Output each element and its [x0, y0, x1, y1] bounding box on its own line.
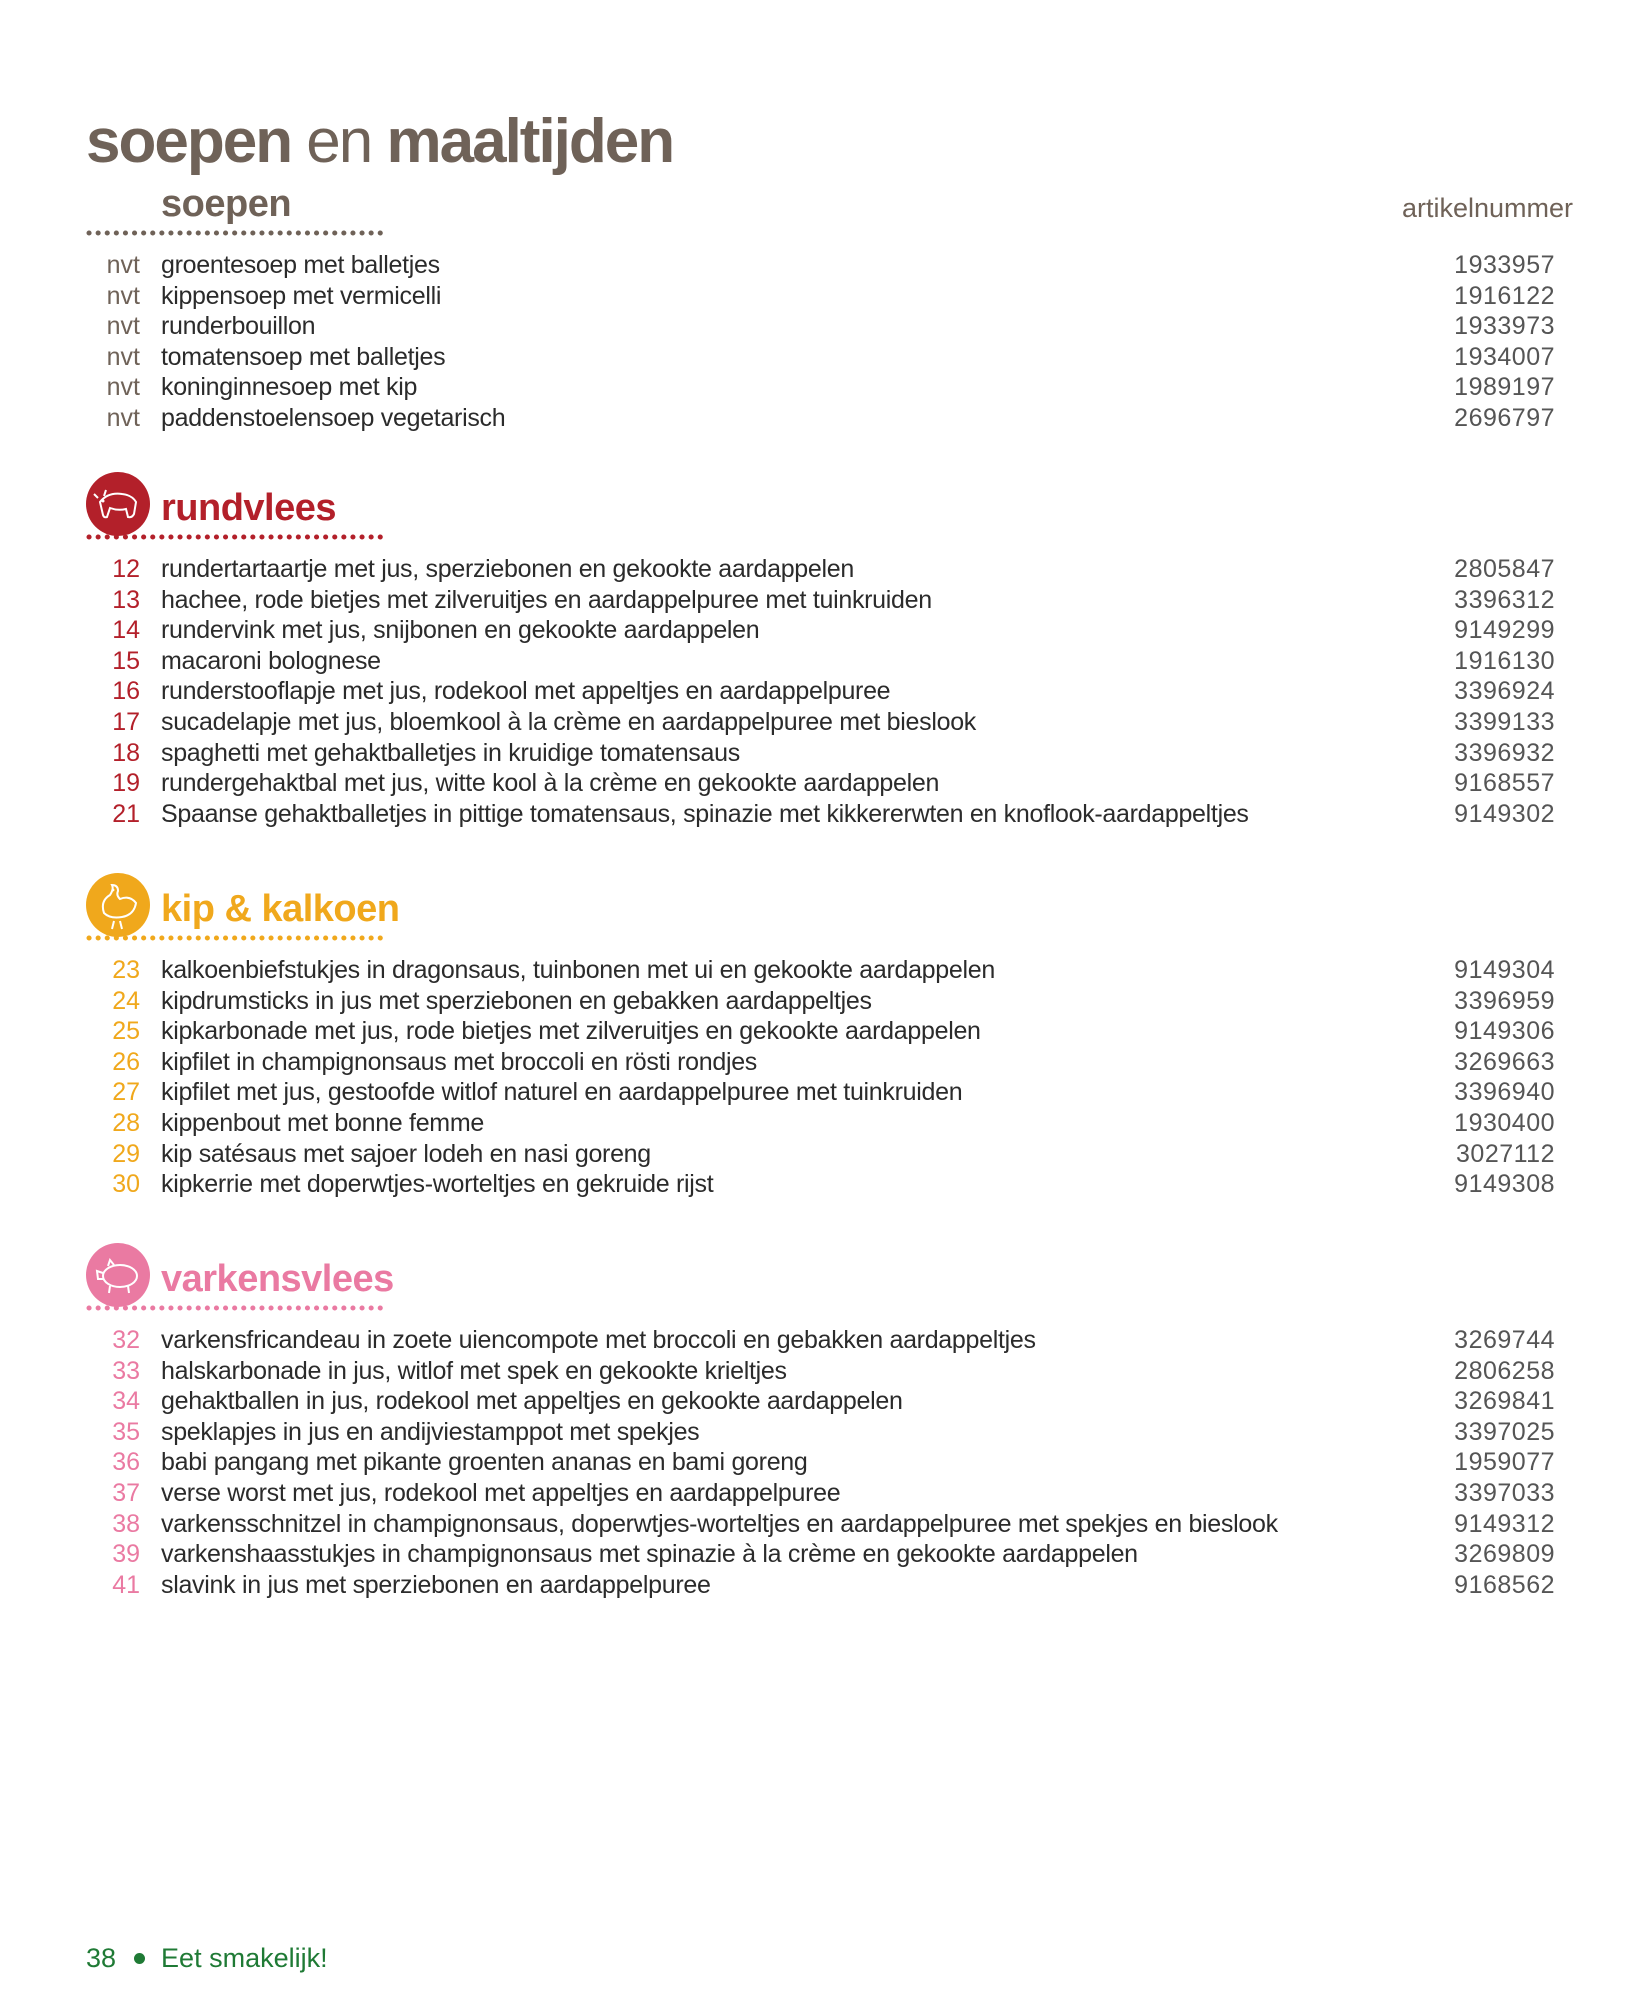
item-article-number: 9149299 — [1454, 616, 1555, 645]
item-name: rundertartaartje met jus, sperziebonen en gekookte aardappelen — [161, 555, 854, 583]
section-kip-kalkoen — [0, 875, 1641, 1199]
item-name: rundergehaktbal met jus, witte kool à la crème en gekookte aardappelen — [161, 769, 940, 798]
list-item — [0, 768, 1641, 799]
item-article-number: 3269744 — [1454, 1326, 1555, 1354]
page-title-part-1: soepen — [86, 107, 292, 176]
item-number: 18 — [112, 738, 140, 767]
item-number: 25 — [112, 1017, 140, 1046]
item-name: halskarbonade in jus, witlof met spek en gekookte krieltjes — [161, 1356, 787, 1385]
item-name: tomatensoep met balletjes — [161, 342, 446, 371]
item-number: 30 — [112, 1170, 140, 1199]
item-article-number: 1916130 — [1454, 646, 1555, 675]
item-number: 39 — [112, 1540, 140, 1569]
item-article-number: 2696797 — [1454, 403, 1555, 432]
list-item — [0, 1047, 1641, 1078]
item-name: koninginnesoep met kip — [161, 373, 418, 402]
item-number: 12 — [112, 555, 140, 583]
item-name: runderbouillon — [161, 312, 316, 341]
item-name: macaroni bolognese — [161, 646, 381, 675]
item-name: paddenstoelensoep vegetarisch — [161, 403, 506, 432]
item-number: 17 — [112, 707, 140, 736]
item-article-number: 3396932 — [1454, 738, 1555, 767]
item-number: 29 — [112, 1139, 140, 1168]
item-name: kalkoenbiefstukjes in dragonsaus, tuinbonen met ui en gekookte aardappelen — [161, 956, 995, 984]
item-article-number: 3396312 — [1454, 585, 1555, 614]
item-number: 16 — [112, 677, 140, 706]
item-number: 41 — [112, 1570, 140, 1599]
item-name: verse worst met jus, rodekool met appeltjes en aardappelpuree — [161, 1478, 841, 1507]
item-list — [0, 250, 1641, 434]
item-number: 35 — [112, 1417, 140, 1446]
item-number: 26 — [112, 1047, 140, 1076]
item-article-number: 1930400 — [1454, 1108, 1555, 1137]
page-title — [86, 106, 673, 178]
item-number: 19 — [112, 769, 140, 798]
page-title-part-3: maaltijden — [386, 107, 674, 176]
item-article-number: 3397025 — [1454, 1417, 1555, 1446]
list-item — [0, 707, 1641, 738]
item-name: kippenbout met bonne femme — [161, 1108, 484, 1137]
list-item — [0, 281, 1641, 312]
list-item — [0, 554, 1641, 585]
item-number: 23 — [112, 956, 140, 984]
section-soepen — [0, 170, 1641, 432]
item-name: varkenshaasstukjes in champignonsaus met spinazie à la crème en gekookte aardappelen — [161, 1540, 1138, 1569]
item-name: spaghetti met gehaktballetjes in kruidige tomatensaus — [161, 738, 740, 767]
list-item — [0, 1447, 1641, 1478]
section-header — [0, 1245, 1641, 1307]
list-item — [0, 1169, 1641, 1200]
item-article-number: 9149308 — [1454, 1170, 1555, 1199]
item-article-number: 3396924 — [1454, 677, 1555, 706]
item-number: nvt — [106, 251, 140, 279]
list-item — [0, 372, 1641, 403]
item-name: runderstooflapje met jus, rodekool met appeltjes en aardappelpuree — [161, 677, 891, 706]
footer-text: Eet smakelijk! — [161, 1943, 328, 1973]
dotted-divider — [86, 534, 386, 540]
item-article-number: 9149304 — [1454, 956, 1555, 984]
item-article-number: 3397033 — [1454, 1478, 1555, 1507]
item-article-number: 1916122 — [1454, 281, 1555, 310]
item-name: kipkarbonade met jus, rode bietjes met zilveruitjes en gekookte aardappelen — [161, 1017, 981, 1046]
item-name: kippensoep met vermicelli — [161, 281, 442, 310]
item-name: hachee, rode bietjes met zilveruitjes en aardappelpuree met tuinkruiden — [161, 585, 932, 614]
dotted-divider — [86, 1305, 386, 1311]
item-name: kipdrumsticks in jus met sperziebonen en gebakken aardappeltjes — [161, 986, 872, 1015]
section-title: soepen — [161, 183, 292, 225]
item-number: nvt — [106, 403, 140, 432]
list-item — [0, 799, 1641, 830]
section-title: kip & kalkoen — [161, 888, 400, 930]
item-name: varkensfricandeau in zoete uiencompote met broccoli en gebakken aardappeltjes — [161, 1326, 1036, 1354]
item-number: 13 — [112, 585, 140, 614]
list-item — [0, 342, 1641, 373]
list-item — [0, 1570, 1641, 1601]
list-item — [0, 1016, 1641, 1047]
item-number: 32 — [112, 1326, 140, 1354]
item-name: babi pangang met pikante groenten ananas en bami goreng — [161, 1448, 808, 1477]
item-article-number: 3027112 — [1456, 1139, 1555, 1168]
item-name: kip satésaus met sajoer lodeh en nasi goreng — [161, 1139, 651, 1168]
item-number: 36 — [112, 1448, 140, 1477]
section-varkensvlees — [0, 1245, 1641, 1599]
item-name: sucadelapje met jus, bloemkool à la crème en aardappelpuree met bieslook — [161, 707, 976, 736]
list-item — [0, 311, 1641, 342]
item-article-number: 3269809 — [1454, 1540, 1555, 1569]
list-item — [0, 738, 1641, 769]
list-item — [0, 1356, 1641, 1387]
item-name: varkensschnitzel in champignonsaus, doperwtjes-worteltjes en aardappelpuree met spekjes en bieslook — [161, 1509, 1278, 1538]
list-item — [0, 1478, 1641, 1509]
item-number: 28 — [112, 1108, 140, 1137]
list-item — [0, 250, 1641, 281]
item-number: 24 — [112, 986, 140, 1015]
item-name: gehaktballen in jus, rodekool met appeltjes en gekookte aardappelen — [161, 1387, 903, 1416]
list-item — [0, 1386, 1641, 1417]
item-number: 21 — [112, 799, 140, 828]
dotted-divider — [86, 935, 386, 941]
item-number: 33 — [112, 1356, 140, 1385]
list-item — [0, 1077, 1641, 1108]
section-title: rundvlees — [161, 487, 337, 529]
item-name: kipfilet in champignonsaus met broccoli en rösti rondjes — [161, 1047, 758, 1076]
item-article-number: 2806258 — [1454, 1356, 1555, 1385]
item-article-number: 3399133 — [1454, 707, 1555, 736]
pig-icon — [86, 1243, 150, 1307]
item-article-number: 9168557 — [1454, 769, 1555, 798]
item-list — [0, 554, 1641, 829]
item-name: groentesoep met balletjes — [161, 251, 440, 279]
section-rundvlees — [0, 474, 1641, 828]
section-header — [0, 474, 1641, 536]
item-article-number: 1933957 — [1454, 251, 1555, 279]
section-title: varkensvlees — [161, 1258, 394, 1300]
item-article-number: 1933973 — [1454, 312, 1555, 341]
item-number: nvt — [106, 342, 140, 371]
item-number: nvt — [106, 281, 140, 310]
item-number: nvt — [106, 373, 140, 402]
item-article-number: 1959077 — [1454, 1448, 1555, 1477]
item-article-number: 9149302 — [1454, 799, 1555, 828]
column-label-artikelnummer: artikelnummer — [1401, 193, 1573, 223]
list-item — [0, 986, 1641, 1017]
item-article-number: 3396940 — [1454, 1078, 1555, 1107]
item-name: speklapjes in jus en andijviestamppot met spekjes — [161, 1417, 700, 1446]
item-number: 27 — [112, 1078, 140, 1107]
item-number: 14 — [112, 616, 140, 645]
item-number: 15 — [112, 646, 140, 675]
item-number: 37 — [112, 1478, 140, 1507]
bullet-dot — [134, 1953, 145, 1964]
page-number: 38 — [86, 1943, 117, 1973]
section-header — [0, 875, 1641, 937]
item-number: 34 — [112, 1387, 140, 1416]
item-list — [0, 1325, 1641, 1600]
chicken-icon — [86, 873, 150, 937]
section-header — [0, 170, 1641, 232]
item-article-number: 9149312 — [1454, 1509, 1555, 1538]
list-item — [0, 1539, 1641, 1570]
item-article-number: 1989197 — [1454, 373, 1555, 402]
item-name: Spaanse gehaktballetjes in pittige tomatensaus, spinazie met kikkererwten en knoflook-aardappeltjes — [161, 799, 1249, 828]
page-footer — [86, 1938, 328, 1978]
dotted-divider — [86, 230, 386, 236]
item-article-number: 9149306 — [1454, 1017, 1555, 1046]
item-name: kipkerrie met doperwtjes-worteltjes en gekruide rijst — [161, 1170, 714, 1199]
item-number: nvt — [106, 312, 140, 341]
list-item — [0, 1509, 1641, 1540]
list-item — [0, 1417, 1641, 1448]
item-list — [0, 955, 1641, 1200]
list-item — [0, 585, 1641, 616]
list-item — [0, 676, 1641, 707]
list-item — [0, 646, 1641, 677]
list-item — [0, 1139, 1641, 1170]
item-name: rundervink met jus, snijbonen en gekookte aardappelen — [161, 616, 760, 645]
item-name: kipfilet met jus, gestoofde witlof naturel en aardappelpuree met tuinkruiden — [161, 1078, 963, 1107]
list-item — [0, 1108, 1641, 1139]
item-article-number: 3269841 — [1454, 1387, 1555, 1416]
page-title-part-2: en — [291, 107, 387, 176]
item-article-number: 1934007 — [1454, 342, 1555, 371]
list-item — [0, 955, 1641, 986]
item-name: slavink in jus met sperziebonen en aardappelpuree — [161, 1570, 711, 1599]
list-item — [0, 615, 1641, 646]
cow-icon — [86, 472, 150, 536]
item-article-number: 9168562 — [1454, 1570, 1555, 1599]
item-article-number: 3396959 — [1454, 986, 1555, 1015]
list-item — [0, 1325, 1641, 1356]
item-article-number: 2805847 — [1454, 555, 1555, 583]
item-number: 38 — [112, 1509, 140, 1538]
list-item — [0, 403, 1641, 434]
item-article-number: 3269663 — [1454, 1047, 1555, 1076]
